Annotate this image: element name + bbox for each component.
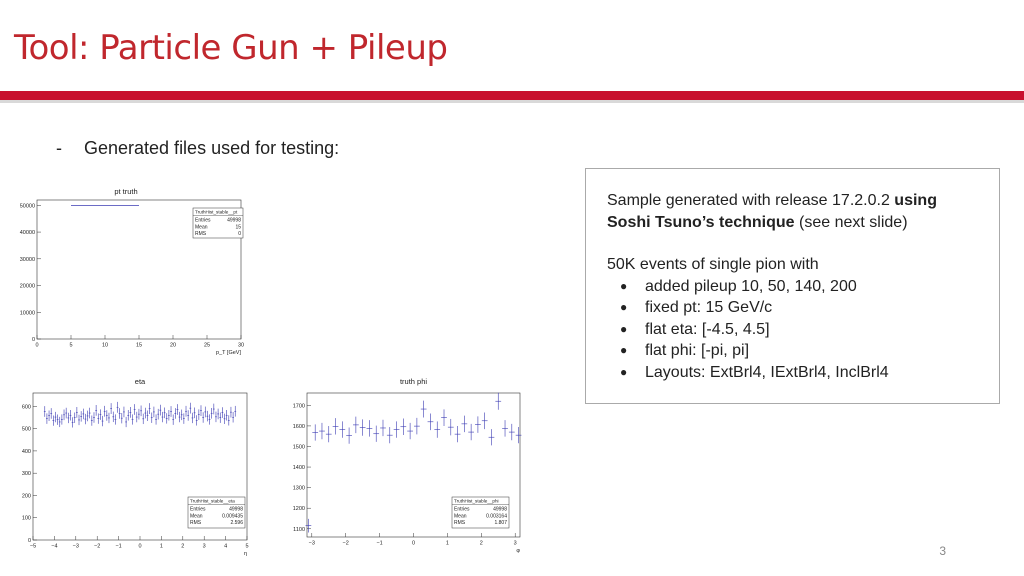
y-tick-label: 400 — [21, 448, 31, 455]
stats-value: 49998 — [493, 506, 507, 513]
events-description: 50K events of single pion with — [607, 256, 819, 273]
list-item: ● fixed pt: 15 GeV/c — [607, 297, 979, 319]
y-tick-label: 0 — [31, 337, 35, 343]
sample-info-box — [585, 168, 1000, 404]
stats-value: 1.807 — [494, 520, 507, 527]
x-tick-label: 1 — [159, 543, 163, 550]
x-tick-label: 0 — [411, 540, 416, 547]
stats-label: Entries — [454, 506, 470, 513]
stats-label: RMS — [454, 520, 466, 527]
sample-settings-list — [607, 276, 979, 384]
bullet-text: Generated files used for testing: — [84, 138, 340, 158]
y-tick-label: 0 — [27, 538, 31, 544]
list-item: ● Layouts: ExtBrl4, IExtBrl4, InclBrl4 — [607, 362, 979, 384]
x-tick-label: −2 — [342, 540, 349, 547]
x-tick-label: 15 — [135, 342, 143, 349]
list-item: ● flat phi: [-pi, pi] — [607, 340, 979, 362]
stats-label: Mean — [190, 513, 203, 520]
page-number: 3 — [939, 544, 946, 558]
x-tick-label: 4 — [224, 543, 228, 550]
x-tick-label: 2 — [479, 540, 483, 547]
x-tick-label: 1 — [445, 540, 449, 547]
stats-value: 0.009435 — [222, 513, 243, 520]
sample-see-next-text: (see next slide) — [794, 213, 908, 231]
stats-label: Entries — [195, 217, 211, 224]
x-tick-label: −3 — [72, 543, 79, 550]
x-tick-label: 10 — [101, 342, 109, 349]
y-tick-label: 1400 — [292, 465, 305, 472]
eta-histogram — [10, 373, 265, 558]
plot-title: truth phi — [399, 377, 428, 386]
bullet-dash: - — [56, 138, 62, 158]
title-divider — [0, 91, 1024, 100]
stats-label: Mean — [454, 513, 467, 520]
stats-label: Entries — [190, 506, 206, 513]
sample-release-text: Sample generated with release 17.2.0.2 — [607, 192, 895, 209]
stats-value: 15 — [235, 224, 241, 231]
y-tick-label: 1100 — [293, 526, 305, 533]
y-tick-label: 100 — [21, 515, 31, 522]
stats-value: 0.003164 — [486, 513, 507, 520]
y-tick-label: 300 — [21, 471, 31, 478]
x-tick-label: −5 — [29, 543, 37, 550]
intro-bullet — [56, 138, 339, 159]
stats-value: 49998 — [229, 506, 243, 513]
x-tick-label: 3 — [202, 543, 206, 550]
x-tick-label: 30 — [237, 342, 245, 349]
x-tick-label: −2 — [94, 543, 101, 550]
plot-title: eta — [134, 377, 146, 386]
stats-label: RMS — [195, 231, 207, 238]
x-tick-label: −1 — [115, 543, 122, 550]
x-tick-label: 0 — [35, 342, 39, 349]
x-tick-label: 20 — [169, 342, 177, 349]
x-axis-label: φ — [516, 548, 520, 554]
y-tick-label: 1300 — [292, 485, 305, 492]
stats-label: RMS — [190, 520, 202, 527]
stats-title: TruthHist_stable__pt — [195, 209, 238, 215]
y-tick-label: 20000 — [19, 283, 35, 290]
x-tick-label: 5 — [69, 342, 73, 349]
x-axis-label: p_T [GeV] — [216, 350, 241, 356]
x-tick-label: 25 — [203, 342, 211, 349]
stats-value: 2.596 — [230, 520, 243, 527]
y-tick-label: 1600 — [292, 423, 305, 430]
stats-label: Mean — [195, 224, 208, 231]
sample-technique-text: using Soshi Tsuno’s technique — [607, 192, 937, 231]
truth-phi-histogram — [278, 373, 528, 558]
y-tick-label: 40000 — [19, 230, 35, 237]
y-tick-label: 10000 — [19, 310, 35, 317]
stats-value: 0 — [238, 231, 241, 238]
list-item: ● flat eta: [-4.5, 4.5] — [607, 319, 979, 341]
x-tick-label: −4 — [51, 543, 58, 550]
y-tick-label: 1200 — [292, 506, 305, 513]
y-tick-label: 1700 — [292, 403, 305, 410]
x-tick-label: 2 — [181, 543, 185, 550]
plot-title: pt truth — [114, 187, 138, 196]
x-tick-label: 0 — [138, 543, 142, 550]
stats-title: TruthHist_stable__phi — [454, 498, 499, 504]
x-tick-label: −3 — [308, 540, 315, 547]
x-tick-label: 5 — [245, 543, 249, 550]
y-tick-label: 500 — [21, 426, 31, 433]
y-tick-label: 1500 — [292, 444, 305, 451]
stats-title: TruthHist_stable__eta — [190, 498, 235, 504]
title-divider-shadow — [0, 100, 1024, 103]
y-tick-label: 600 — [21, 404, 31, 411]
x-axis-label: η — [243, 551, 247, 557]
y-tick-label: 50000 — [19, 203, 35, 210]
x-tick-label: 3 — [513, 540, 517, 547]
stats-value: 49998 — [227, 217, 241, 224]
list-item: ● added pileup 10, 50, 140, 200 — [607, 276, 979, 298]
pt-truth-histogram — [10, 183, 265, 358]
x-tick-label: −1 — [376, 540, 383, 547]
sample-description — [607, 190, 979, 233]
y-tick-label: 30000 — [19, 256, 35, 263]
y-tick-label: 200 — [21, 493, 31, 500]
slide-title: Tool: Particle Gun + Pileup — [14, 28, 448, 68]
